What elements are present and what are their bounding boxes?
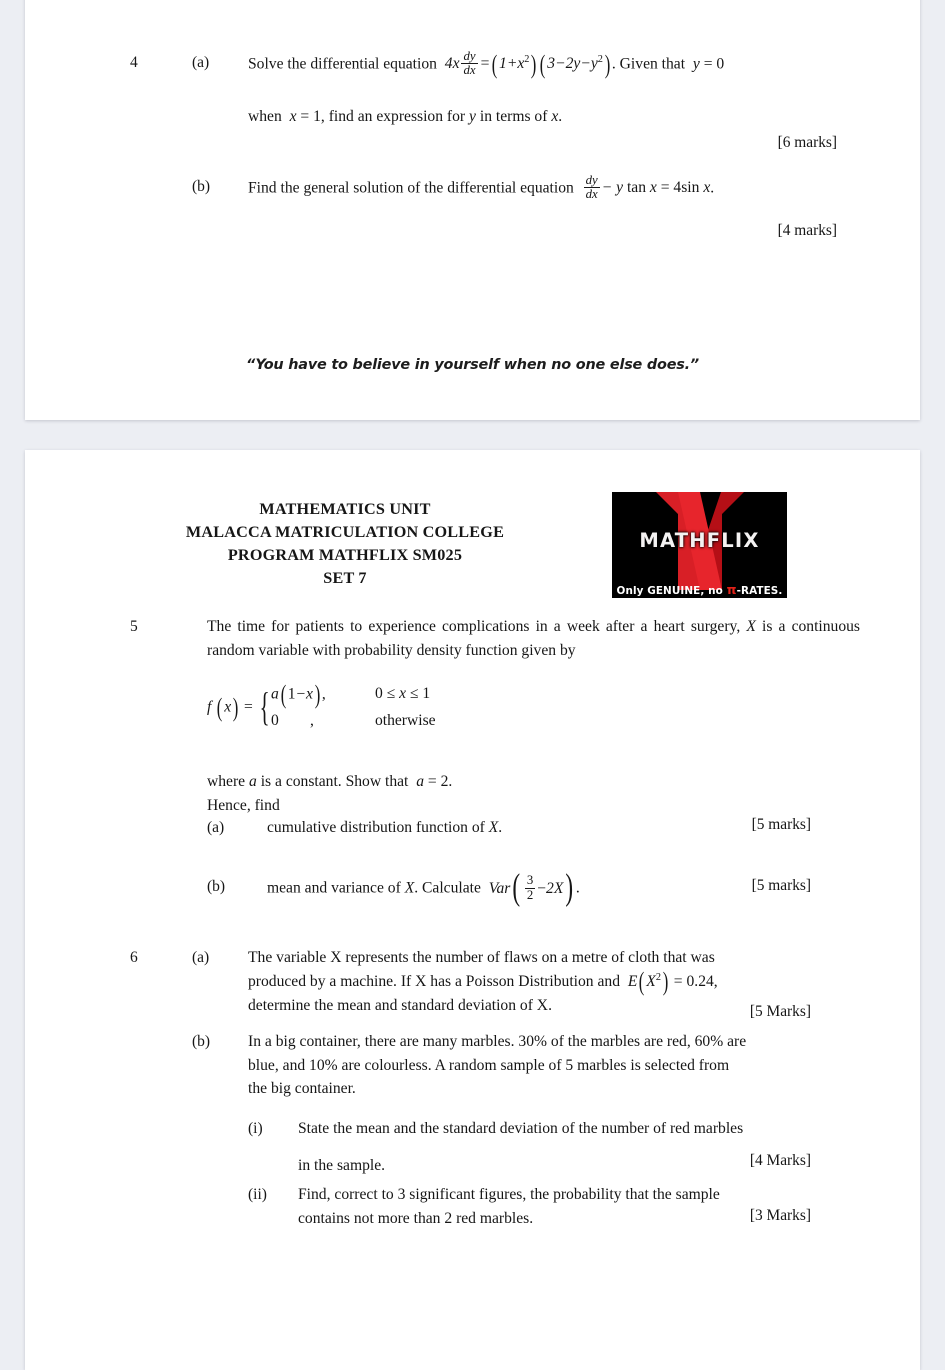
question-5-intro-variable: X (746, 618, 756, 635)
question-5b-period: . (575, 879, 580, 897)
document-page-two (25, 450, 920, 1370)
question-4a-body (248, 48, 848, 128)
question-6a-line1: The variable X represents the number of flaws on a metre of cloth that was (248, 949, 715, 966)
motivational-quote: “You have to believe in yourself when no one else does.” (246, 357, 699, 373)
question-4a-line2-before: when (248, 107, 282, 125)
question-6b-line1: In a big container, there are many marbles. 30% of the marbles are red, 60% are (248, 1033, 747, 1050)
question-4a-variable-x: x (551, 107, 559, 125)
header-line-unit: MATHEMATICS UNIT (259, 500, 431, 518)
question-5b-expression: Var( $\frac{3}{2}$ −2X) (484, 867, 574, 908)
question-4a-equation: 4x $\frac{dy}{dx}$ =( $1+x^2$) ( $3-2y-y^2$) (440, 48, 611, 79)
question-6a-marks: [5 Marks] (749, 1003, 811, 1020)
exam-header (25, 498, 665, 590)
question-4a-variable-y: y (469, 107, 476, 125)
question-4b-letter: (b) (192, 178, 211, 195)
question-5a-text: cumulative distribution function of (267, 819, 485, 836)
question-4a (130, 48, 850, 128)
header-line-program: PROGRAM MATHFLIX SM025 (227, 546, 463, 564)
question-5-intro-line1: The time for patients to experience complications in a week after a heart surgery, (207, 618, 741, 635)
question-6bii-line2: contains not more than 2 red marbles. (298, 1209, 534, 1227)
question-5-pdf (207, 679, 436, 730)
question-4b-text: Find the general solution of the differential equation (248, 179, 574, 197)
question-6bii-numeral: (ii) (248, 1186, 267, 1203)
question-4b-body (248, 175, 850, 203)
question-5b-text2: . Calculate (414, 879, 481, 897)
question-5-where-2: is a constant. Show that (260, 773, 409, 790)
question-4b-equation: $\frac{dy}{dx}$ − y tan x = 4sin x (585, 173, 711, 202)
question-6bi-marks: [4 Marks] (749, 1152, 811, 1169)
question-6b-body (248, 1030, 848, 1101)
question-6b (130, 1030, 860, 1101)
pdf-case-1-expression: a( 1−x) , (270, 679, 326, 709)
question-5-where-variable: a (249, 773, 257, 790)
question-4-number: 4 (130, 54, 138, 71)
question-4a-letter: (a) (192, 54, 210, 71)
pdf-brace-icon: { (259, 684, 270, 730)
question-6a-letter: (a) (192, 949, 210, 966)
question-5b-text: mean and variance of (267, 879, 401, 897)
mathflix-wordmark: MATHFLIX (639, 529, 760, 552)
mathflix-logo (612, 492, 787, 598)
question-5-intro-line2: a continuous random variable with probability density function given by (207, 618, 861, 659)
question-5b-letter: (b) (207, 878, 226, 895)
tagline-before: Only GENUINE, no (616, 585, 727, 597)
question-5-number: 5 (130, 618, 138, 635)
header-line-set: SET 7 (323, 569, 367, 587)
pdf-case-2-condition: otherwise (374, 712, 436, 730)
question-4a-text-before: Solve the differential equation (248, 55, 437, 73)
question-5a-variable: X (488, 819, 499, 836)
question-6a-line2-comma: , (713, 972, 718, 990)
question-6a-expectation: E( $X^2) = 0.24$ (623, 966, 714, 997)
question-6a-line2-before: produced by a machine. If X has a Poisson Distribution and (248, 972, 621, 990)
question-4a-text-after: . Given that (611, 55, 686, 73)
question-5-where-line (207, 770, 847, 794)
question-5-where-1: where (207, 773, 246, 790)
question-5a-letter: (a) (207, 819, 225, 836)
question-6-number: 6 (130, 949, 138, 966)
pdf-case-1-condition: 0 ≤ x ≤ 1 (374, 685, 431, 702)
question-6bi-numeral: (i) (248, 1120, 263, 1137)
question-6bii-marks: [3 Marks] (749, 1207, 811, 1224)
question-6bi-line2: in the sample. (298, 1156, 386, 1174)
question-4a-period: . (558, 107, 563, 125)
header-line-college: MALACCA MATRICULATION COLLEGE (185, 523, 505, 541)
question-6a-line3: determine the mean and standard deviation of X. (248, 996, 552, 1014)
question-5 (130, 615, 860, 662)
question-4a-condition-1: y = 0 (688, 55, 725, 73)
pdf-case-2-expression: 0 , (270, 712, 314, 730)
question-4a-line2-end: in terms of (479, 107, 548, 125)
question-5a-marks: [5 marks] (751, 816, 811, 833)
question-4a-line2-after: , find an expression for (320, 107, 466, 125)
question-5-where-value: a = 2 (412, 773, 449, 790)
document-page-one (25, 0, 920, 420)
question-5-hence: Hence, find (207, 797, 280, 814)
question-4a-marks: [6 marks] (777, 134, 837, 151)
tagline-after: -RATES. (736, 585, 783, 597)
question-6bi-line1: State the mean and the standard deviation of the number of red marbles (298, 1120, 744, 1137)
question-4b (130, 175, 850, 203)
pdf-cases (270, 679, 436, 730)
question-6b-letter: (b) (192, 1033, 211, 1050)
question-5-where-period: . (448, 773, 453, 790)
question-5b-marks: [5 marks] (751, 877, 811, 894)
question-6b-line2: blue, and 10% are colourless. A random sample of 5 marbles is selected from (248, 1056, 730, 1074)
question-6a-line2 (248, 966, 848, 997)
question-6bii-line1: Find, correct to 3 significant figures, the probability that the sample (298, 1186, 720, 1203)
question-4b-period: . (710, 179, 715, 197)
question-5-intro (207, 615, 860, 662)
question-5a-period: . (498, 819, 503, 836)
question-5-intro-is: is (762, 618, 773, 635)
mathflix-tagline (612, 582, 787, 597)
pdf-case-1 (270, 679, 436, 709)
question-4a-condition-2: x = 1 (285, 107, 321, 125)
question-6b-line3: the big container. (248, 1080, 356, 1098)
question-4b-marks: [4 marks] (777, 222, 837, 239)
pdf-lhs: f ( x) = (207, 691, 253, 722)
pdf-case-2 (271, 712, 436, 730)
question-5b-variable: X (404, 879, 415, 897)
pi-symbol-icon: π (726, 582, 737, 597)
